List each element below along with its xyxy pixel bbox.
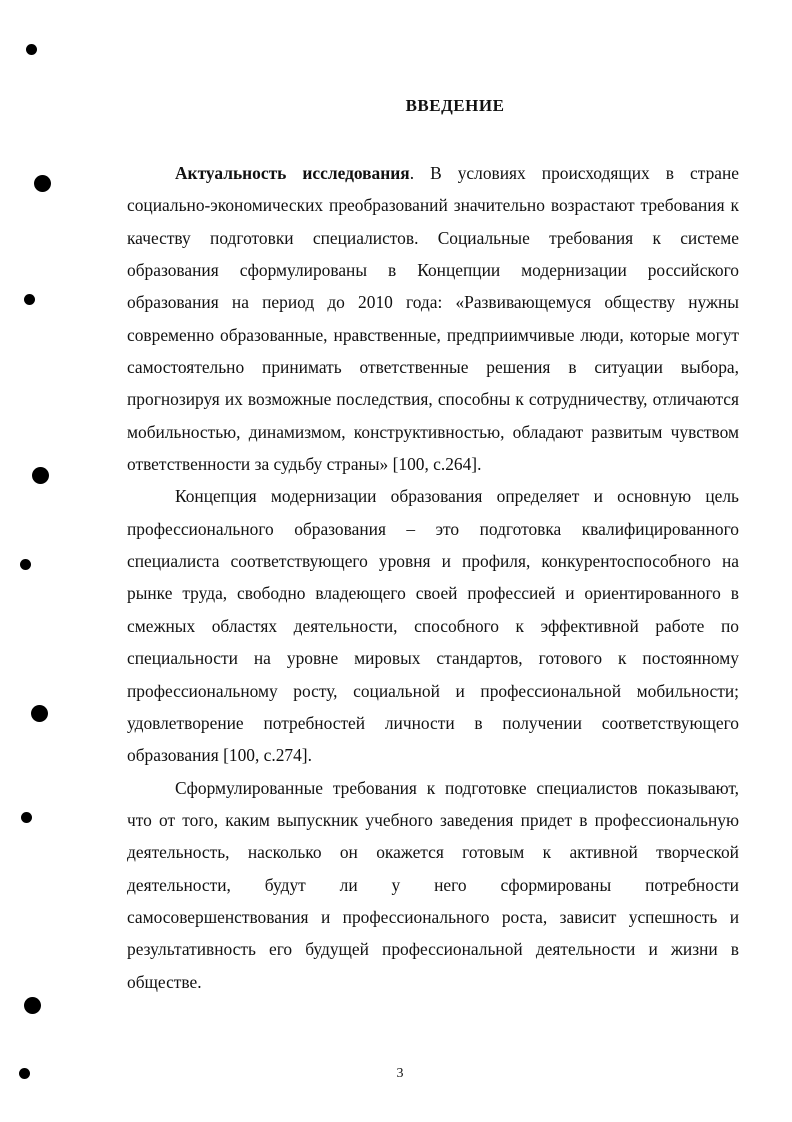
binder-hole-mark xyxy=(31,705,48,722)
binder-hole-mark xyxy=(32,467,49,484)
binder-hole-mark xyxy=(21,812,32,823)
binder-hole-mark xyxy=(24,294,35,305)
paragraph-lead: Актуальность исследования xyxy=(175,163,410,183)
binder-hole-mark xyxy=(26,44,37,55)
binder-hole-mark xyxy=(19,1068,30,1079)
paragraph-text: . В условиях происходящих в стране социально-экономических преобразований значительно возрастают требования к качеству подготовки специалистов. Социальные требования к системе образования сформулированы в Концепции модернизации российского образования на период до 2010 года: «Развивающемуся обществу нужны современно образованные, нравственные, предприимчивые люди, которые могут самостоятельно принимать ответственные решения в ситуации выбора, прогнозируя их возможные последствия, способны к сотрудничеству, отличаются мобильностью, динамизмом, конструктивностью, обладают развитым чувством ответственности за судьбу страны» [100, с.264]. xyxy=(127,163,740,475)
paragraph-relevance xyxy=(127,157,739,480)
page-title: ВВЕДЕНИЕ xyxy=(405,96,505,115)
paragraph-concept: Концепция модернизации образования определяет и основную цель профессионального образования – это подготовка квалифицированного специалиста соответствующего уровня и профиля, конкурентоспособного на рынке труда, свободно владеющего своей профессией и ориентированного в смежных областях деятельности, способного к эффективной работе по специальности на уровне мировых стандартов, готового к постоянному профессиональному росту, социальной и профессиональной мобильности; удовлетворение потребностей личности в получении соответствующего образования [100, с.274]. xyxy=(127,486,739,766)
page-number: 3 xyxy=(396,1066,404,1081)
body-text xyxy=(127,157,739,998)
paragraph-requirements: Сформулированные требования к подготовке специалистов показывают, что от того, каким выпускник учебного заведения придет в профессиональную деятельность, насколько он окажется готовым к активной творческой деятельности, будут ли у него сформированы потребности самосовершенствования и профессионального роста, зависит успешность и результативность его будущей профессиональной деятельности и жизни в обществе. xyxy=(127,777,739,992)
binder-hole-mark xyxy=(20,559,31,570)
binder-hole-mark xyxy=(34,175,51,192)
binder-hole-mark xyxy=(24,997,41,1014)
